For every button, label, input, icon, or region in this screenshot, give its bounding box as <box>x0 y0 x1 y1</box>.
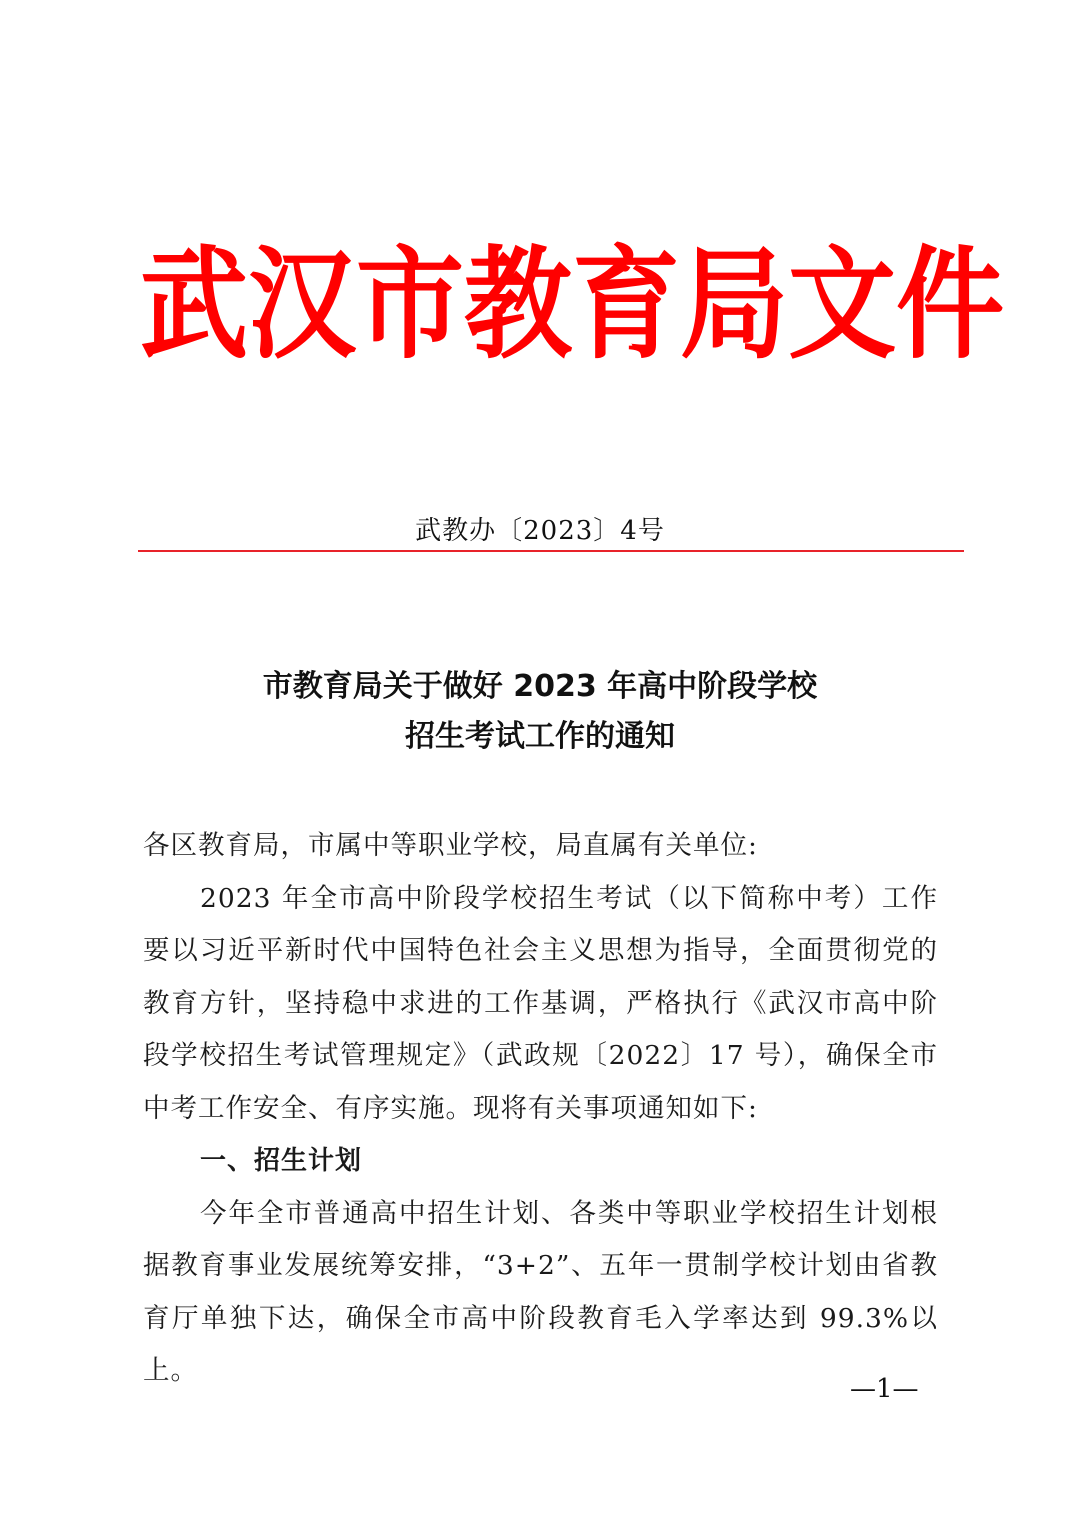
document-title <box>0 662 1080 762</box>
salutation: 各区教育局，市属中等职业学校，局直属有关单位: <box>143 830 758 861</box>
section-heading-enrollment-plan: 一、招生计划 <box>200 1146 363 1176</box>
masthead-char: 局 <box>680 234 789 376</box>
masthead-char: 市 <box>356 234 465 376</box>
masthead-char: 武 <box>140 234 249 376</box>
masthead-char: 文 <box>788 234 897 376</box>
paragraph-intro: 2023 年全市高中阶段学校招生考试（以下简称中考）工作要以习近平新时代中国特色社会主义思想为指导，全面贯彻党的教育方针，坚持稳中求进的工作基调，严格执行《武汉市高中阶段学校招生考试管理规定》（武政规〔2022〕17 号），确保全市中考工作安全、有序实施。现将有关事项通知如下: <box>143 882 938 1124</box>
page-number: —1— <box>850 1374 919 1404</box>
masthead-char: 育 <box>572 234 681 376</box>
title-line-2: 招生考试工作的通知 <box>405 719 675 754</box>
paragraph-enrollment-plan: 今年全市普通高中招生计划、各类中等职业学校招生计划根据教育事业发展统筹安排，“3+2”、五年一贯制学校计划由省教育厅单独下达，确保全市高中阶段教育毛入学率达到 99.3%以上。 <box>143 1197 938 1386</box>
title-line-1: 市教育局关于做好 2023 年高中阶段学校 <box>262 669 818 704</box>
document-number: 武教办〔2023〕4号 <box>415 516 665 546</box>
masthead-char: 件 <box>896 234 1005 376</box>
masthead-char: 汉 <box>248 234 357 376</box>
document-masthead <box>140 234 1005 376</box>
document-body <box>143 820 938 1398</box>
red-divider-line <box>138 550 964 552</box>
masthead-char: 教 <box>464 234 573 376</box>
